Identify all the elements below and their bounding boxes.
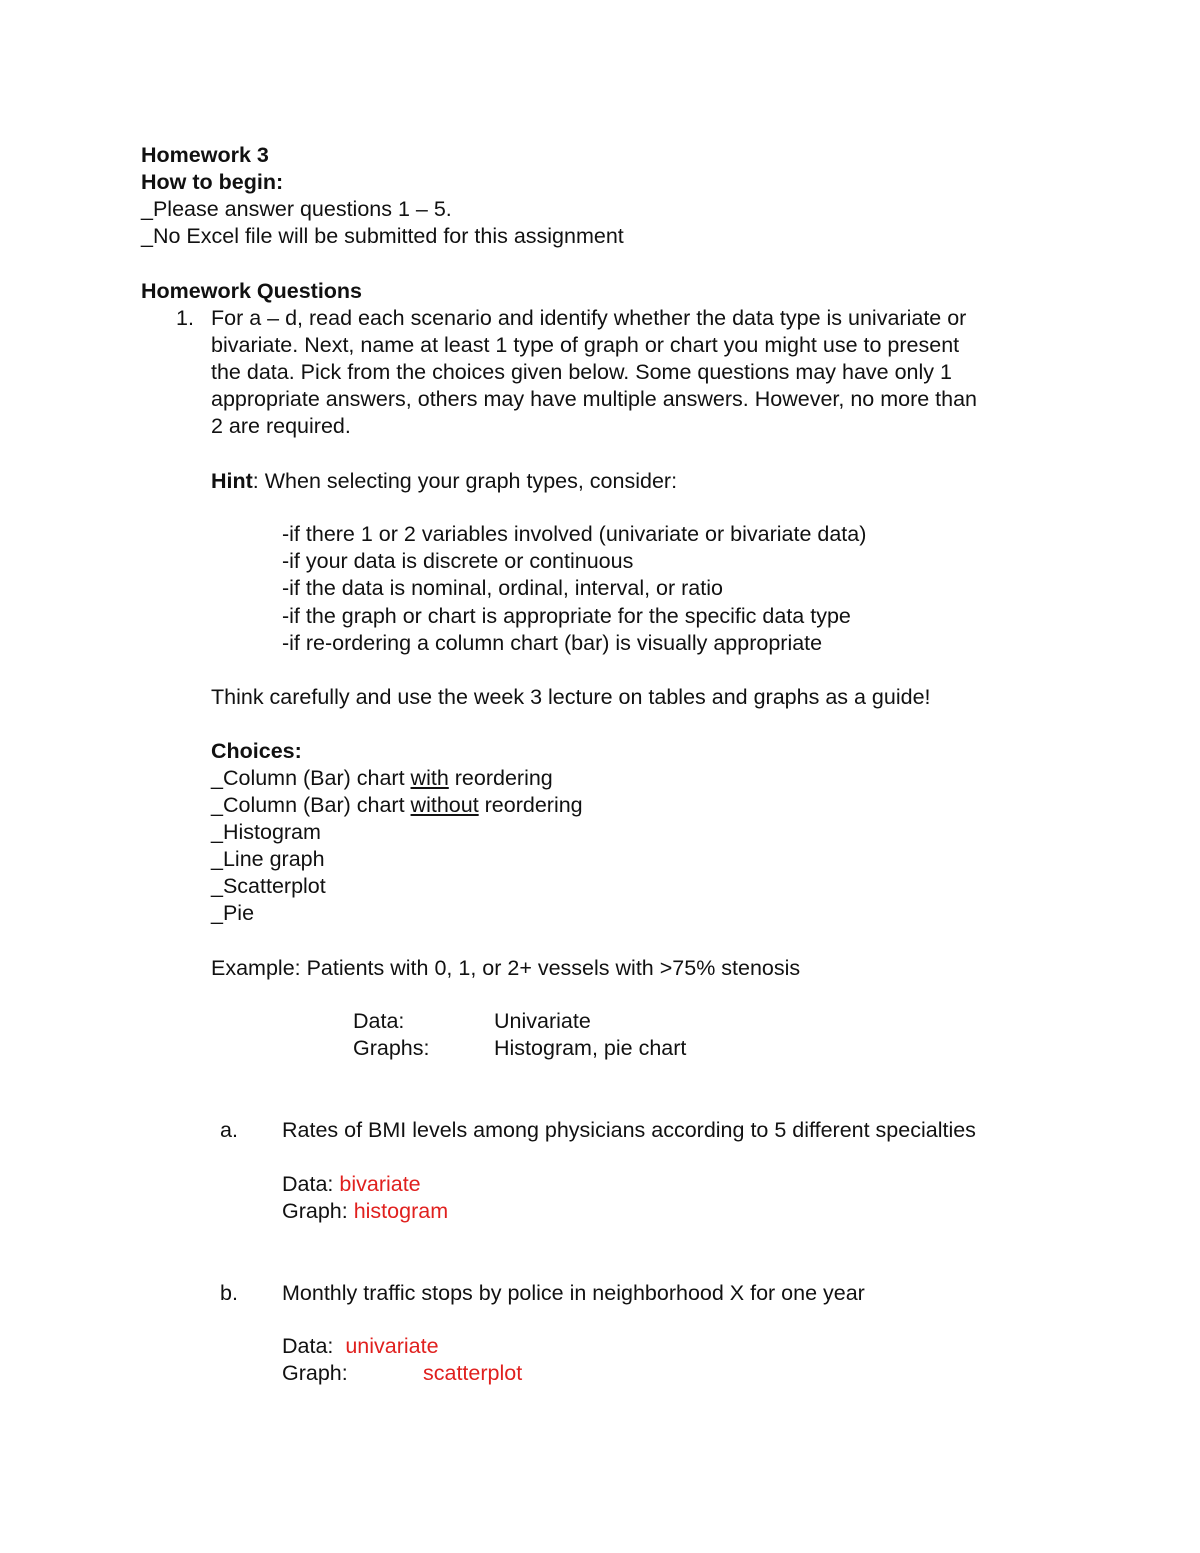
part-a-data bbox=[282, 1171, 421, 1198]
graph-answer: histogram bbox=[353, 1199, 449, 1223]
hint-item: -if the graph or chart is appropriate for the specific data type bbox=[282, 604, 851, 628]
question-line: For a – d, read each scenario and identify whether the data type is univariate or bbox=[211, 306, 967, 330]
part-b-letter: b. bbox=[220, 1281, 238, 1305]
choice-item: _Pie bbox=[211, 901, 255, 925]
example-data-label: Data: bbox=[353, 1009, 405, 1033]
part-b-text: Monthly traffic stops by police in neighborhood X for one year bbox=[282, 1281, 865, 1305]
data-answer: univariate bbox=[345, 1334, 439, 1358]
example-graphs-label: Graphs: bbox=[353, 1036, 430, 1060]
question-line: appropriate answers, others may have multiple answers. However, no more than bbox=[211, 387, 978, 411]
question-line: the data. Pick from the choices given below. Some questions may have only 1 bbox=[211, 360, 952, 384]
question-line: bivariate. Next, name at least 1 type of graph or chart you might use to present bbox=[211, 333, 960, 357]
data-label: Data: bbox=[282, 1334, 346, 1358]
part-b-graph-answer: scatterplot bbox=[423, 1361, 523, 1385]
example-text: Example: Patients with 0, 1, or 2+ vessels with >75% stenosis bbox=[211, 956, 801, 980]
data-label: Data: bbox=[282, 1172, 340, 1196]
begin-item: _Please answer questions 1 – 5. bbox=[141, 197, 452, 221]
hint-line bbox=[211, 468, 677, 495]
think-note: Think carefully and use the week 3 lecture on tables and graphs as a guide! bbox=[211, 685, 931, 709]
part-b-graph-label: Graph: bbox=[282, 1361, 348, 1385]
data-answer: bivariate bbox=[339, 1172, 421, 1196]
question-number: 1. bbox=[176, 306, 194, 330]
choice-item: _Column (Bar) chart without reordering bbox=[211, 793, 583, 817]
homework-title: Homework 3 bbox=[141, 143, 269, 167]
hint-item: -if re-ordering a column chart (bar) is visually appropriate bbox=[282, 631, 823, 655]
choice-item: _Column (Bar) chart with reordering bbox=[211, 766, 553, 790]
choices-heading: Choices: bbox=[211, 739, 302, 763]
part-a-letter: a. bbox=[220, 1118, 238, 1142]
choice-item: _Histogram bbox=[211, 820, 321, 844]
hint-item: -if the data is nominal, ordinal, interval, or ratio bbox=[282, 576, 723, 600]
part-a-text: Rates of BMI levels among physicians according to 5 different specialties bbox=[282, 1118, 976, 1142]
hint-text: : When selecting your graph types, consider: bbox=[252, 469, 678, 493]
choice-item: _Scatterplot bbox=[211, 874, 326, 898]
example-graphs-value: Histogram, pie chart bbox=[494, 1036, 687, 1060]
part-b-data bbox=[282, 1333, 439, 1360]
question-line: 2 are required. bbox=[211, 414, 351, 438]
hint-item: -if your data is discrete or continuous bbox=[282, 549, 634, 573]
hint-label: Hint bbox=[211, 469, 253, 493]
part-a-graph bbox=[282, 1198, 448, 1225]
questions-heading: Homework Questions bbox=[141, 279, 363, 303]
choice-item: _Line graph bbox=[211, 847, 325, 871]
how-to-begin-heading: How to begin: bbox=[141, 170, 284, 194]
hint-item: -if there 1 or 2 variables involved (univariate or bivariate data) bbox=[282, 522, 867, 546]
graph-label: Graph: bbox=[282, 1199, 354, 1223]
begin-item: _No Excel file will be submitted for this assignment bbox=[141, 224, 624, 248]
example-data-value: Univariate bbox=[494, 1009, 591, 1033]
